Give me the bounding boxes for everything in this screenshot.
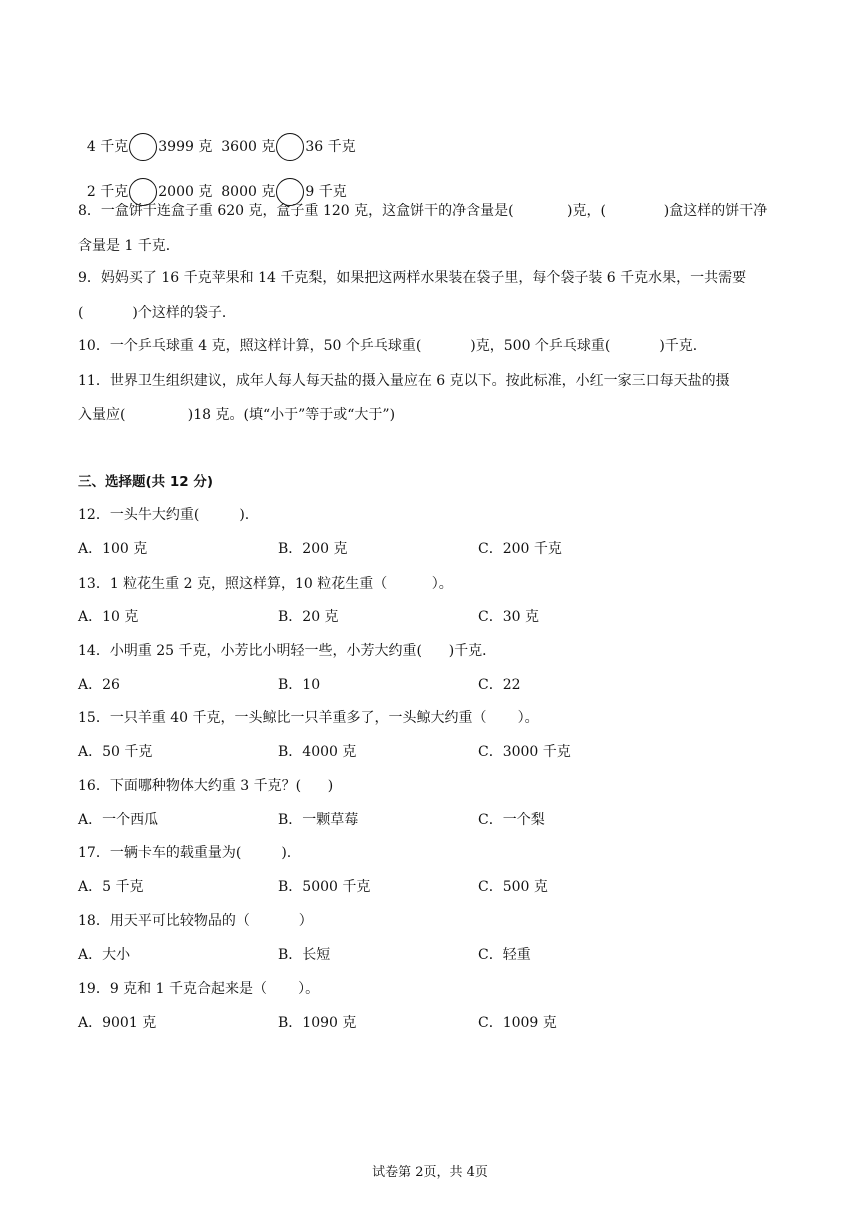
question-text: 12．一头牛大约重( ).: [78, 507, 250, 523]
question-text: 18．用天平可比较物品的（ ）: [78, 913, 313, 929]
option-b[interactable]: B．20 克: [278, 609, 339, 625]
option-c[interactable]: C．3000 千克: [478, 744, 571, 760]
option-a[interactable]: A．50 千克: [78, 744, 153, 760]
option-b[interactable]: B．1090 克: [278, 1015, 357, 1031]
option-a[interactable]: A．5 千克: [78, 879, 144, 895]
question-text: 19．9 克和 1 千克合起来是（ ）。: [78, 981, 320, 997]
comparison-row-1: [78, 113, 356, 161]
question-10: 10．一个乒乓球重 4 克，照这样计算，50 个乒乓球重( )克，500 个乒乓球重( )千克．: [78, 338, 707, 354]
question-text: 16．下面哪种物体大约重 3 千克？( ): [78, 778, 334, 794]
comparison-right-1: 3999 克: [158, 139, 213, 155]
option-b[interactable]: B．一颗草莓: [278, 812, 359, 828]
option-a[interactable]: A．大小: [78, 947, 131, 963]
question-text: 13．1 粒花生重 2 克，照这样算，10 粒花生重（ ）。: [78, 576, 453, 592]
option-a[interactable]: A．一个西瓜: [78, 812, 159, 828]
option-b[interactable]: B．200 克: [278, 541, 348, 557]
question-9-line-1: 9．妈妈买了 16 千克苹果和 14 千克梨，如果把这两样水果装在袋子里，每个袋子装 6 千克水果，一共需要: [78, 270, 747, 286]
option-b[interactable]: B．4000 克: [278, 744, 357, 760]
question-text: 17．一辆卡车的载重量为( ).: [78, 845, 292, 861]
comparison-left-4: 8000 克: [221, 184, 276, 200]
comparison-left-1: 4 千克: [86, 139, 129, 155]
option-b[interactable]: B．10: [278, 677, 321, 693]
question-11-line-1: 11．世界卫生组织建议，成年人每人每天盐的摄入量应在 6 克以下。按此标准，小红一家三口每天盐的摄: [78, 373, 730, 389]
question-9-line-2: ( )个这样的袋子．: [78, 305, 236, 321]
comparison-left-3: 2 千克: [86, 184, 129, 200]
comparison-right-2: 36 千克: [305, 139, 356, 155]
option-c[interactable]: C．22: [478, 677, 521, 693]
option-a[interactable]: A．10 克: [78, 609, 139, 625]
comparison-right-3: 2000 克: [158, 184, 213, 200]
option-a[interactable]: A．100 克: [78, 541, 148, 557]
option-c[interactable]: C．30 克: [478, 609, 539, 625]
question-11-line-2: 入量应( )18 克。(填“小于”等于或“大于”): [78, 407, 396, 423]
option-c[interactable]: C．500 克: [478, 879, 548, 895]
option-c[interactable]: C．一个梨: [478, 812, 545, 828]
question-8-line-1: 8．一盒饼干连盒子重 620 克，盒子重 120 克，这盒饼干的净含量是( )克，( )盒这样的饼干净: [78, 203, 768, 219]
question-8-line-2: 含量是 1 千克．: [78, 238, 180, 254]
option-c[interactable]: C．轻重: [478, 947, 531, 963]
option-a[interactable]: A．9001 克: [78, 1015, 157, 1031]
option-c[interactable]: C．200 千克: [478, 541, 562, 557]
option-c[interactable]: C．1009 克: [478, 1015, 557, 1031]
question-text: 14．小明重 25 千克，小芳比小明轻一些，小芳大约重( )千克．: [78, 643, 497, 659]
comparison-row-2: [78, 158, 347, 206]
option-b[interactable]: B．5000 千克: [278, 879, 371, 895]
comparison-left-2: 3600 克: [221, 139, 276, 155]
option-b[interactable]: B．长短: [278, 947, 331, 963]
section-heading-choice: 三、选择题(共 12 分): [78, 474, 214, 490]
question-text: 15．一只羊重 40 千克，一头鲸比一只羊重多了，一头鲸大约重（ ）。: [78, 710, 539, 726]
comparison-right-4: 9 千克: [305, 184, 347, 200]
option-a[interactable]: A．26: [78, 677, 120, 693]
compare-circle-blank[interactable]: [129, 133, 157, 161]
page-footer: 试卷第 2页，共 4页: [372, 1165, 488, 1180]
compare-circle-blank[interactable]: [276, 133, 304, 161]
